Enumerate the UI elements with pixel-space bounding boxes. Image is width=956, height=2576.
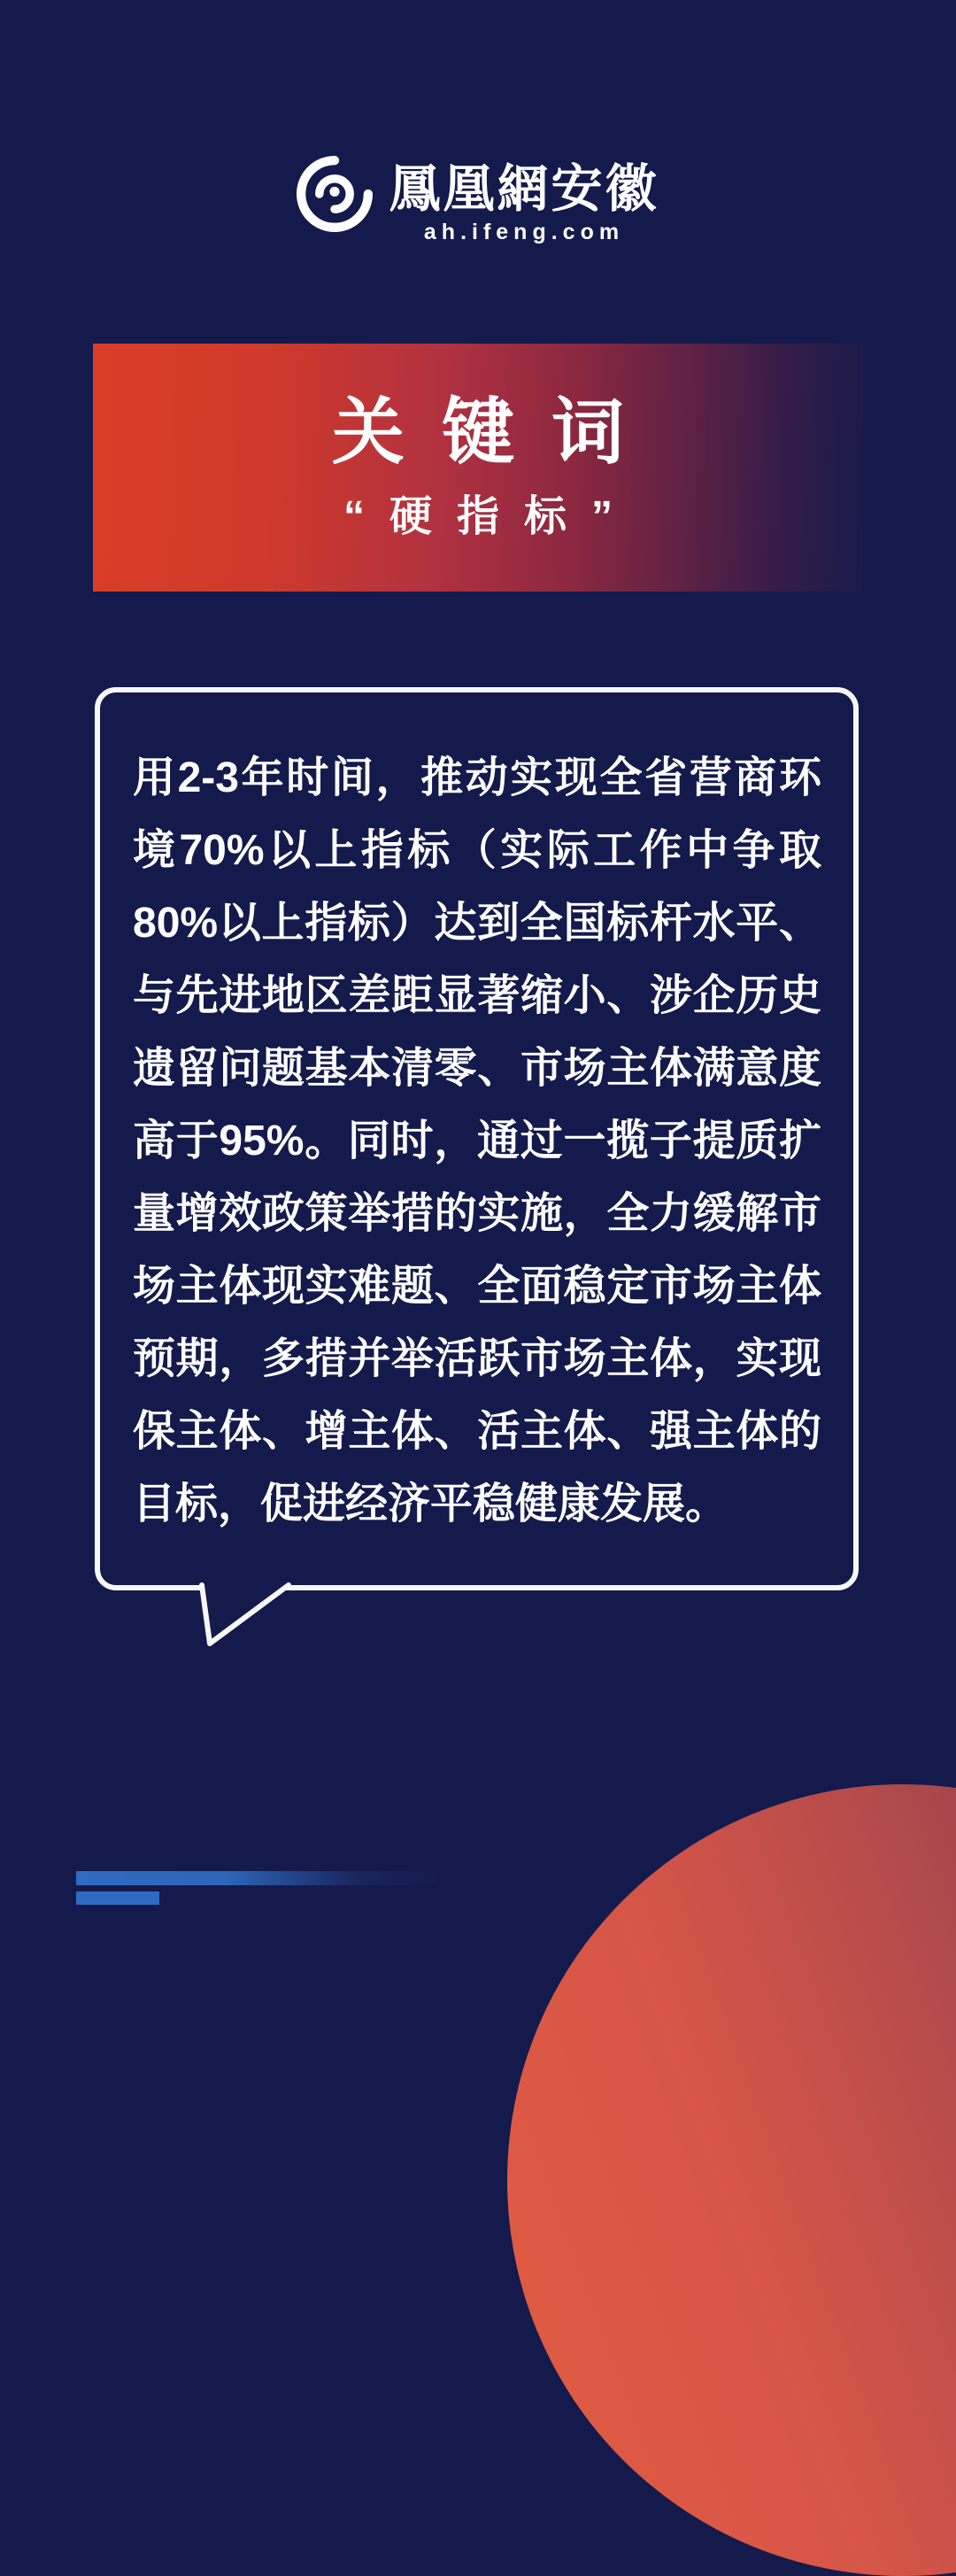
quote-bubble bbox=[95, 687, 859, 1590]
quote-text: 用2-3年时间，推动实现全省营商环境70%以上指标（实际工作中争取80%以上指标）达到全国标杆水平、与先进地区差距显著缩小、涉企历史遗留问题基本清零、市场主体满意度高于95%。同时，通过一揽子提质扩量增效政策举措的实施，全力缓解市场主体现实难题、全面稳定市场主体预期，多措并举活跃市场主体，实现保主体、增主体、活主体、强主体的目标，促进经济平稳健康发展。 bbox=[133, 754, 821, 1528]
phoenix-logo-icon bbox=[297, 156, 373, 232]
decor-circle bbox=[507, 1784, 956, 2576]
brand-url: ah.ifeng.com bbox=[423, 219, 625, 244]
banner-title: 关键词 bbox=[331, 392, 661, 473]
accent-line-short bbox=[76, 1891, 159, 1905]
brand-text-block bbox=[389, 160, 659, 245]
speech-bubble-tail-icon bbox=[197, 1582, 299, 1652]
keyword-banner bbox=[93, 344, 863, 592]
brand-name: 鳳凰網安徽 bbox=[389, 160, 659, 218]
banner-subtitle: “硬指标” bbox=[343, 493, 637, 540]
accent-line-long bbox=[76, 1871, 446, 1885]
brand-header bbox=[0, 156, 956, 245]
